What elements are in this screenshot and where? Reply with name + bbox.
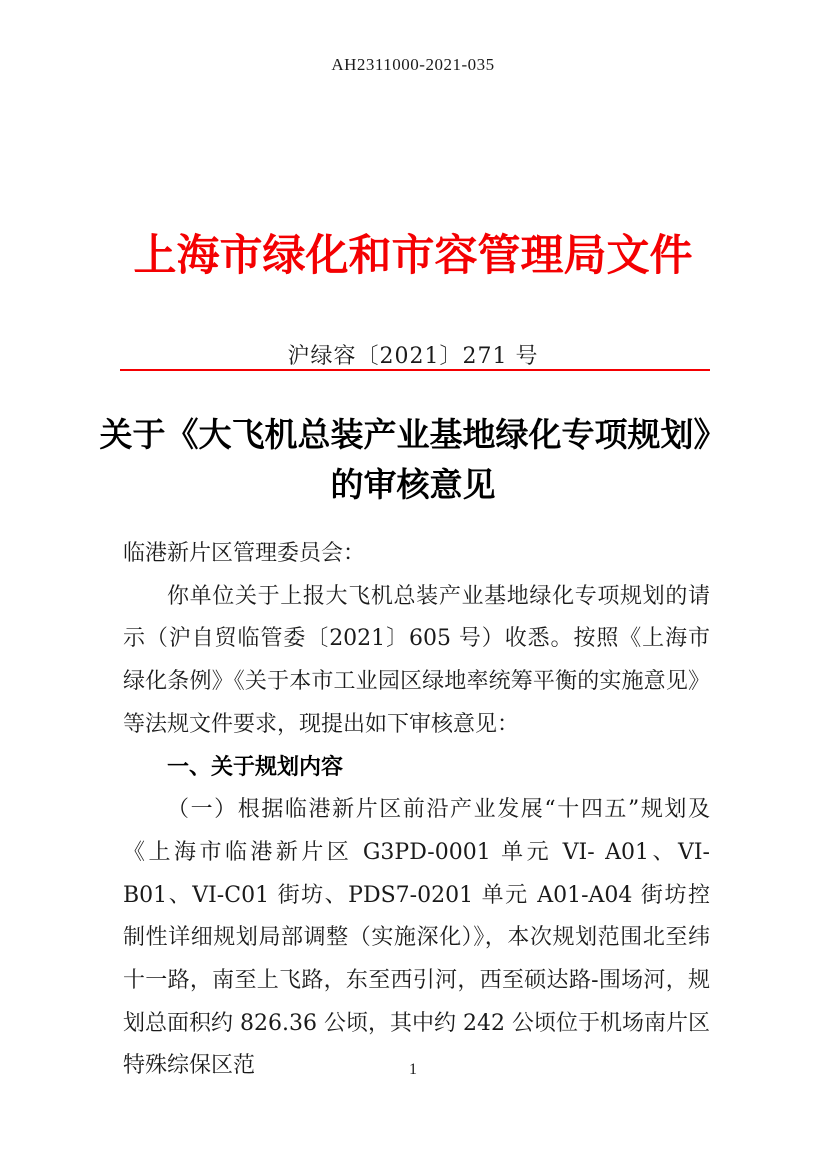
page-number: 1 (409, 1061, 417, 1078)
section-heading-1: 一、关于规划内容 (167, 754, 344, 780)
document-issue-number: 沪绿容〔2021〕271 号 (287, 344, 539, 369)
red-separator-line (120, 369, 710, 371)
document-title-line2: 的审核意见 (330, 465, 496, 504)
paragraph-intro: 你单位关于上报大飞机总装产业基地绿化专项规划的请示（沪自贸临管委〔2021〕605 号）收悉。按照《上海市绿化条例》《关于本市工业园区绿地率统筹平衡的实施意见》等法规文件要求，现提出如下审核意见： (123, 583, 710, 737)
salutation: 临港新片区管理委员会： (123, 541, 366, 566)
document-reference-number: AH2311000-2021-035 (331, 55, 495, 74)
agency-letterhead-title: 上海市绿化和市容管理局文件 (133, 231, 693, 281)
document-body (123, 533, 710, 1088)
paragraph-planning-content: （一）根据临港新片区前沿产业发展“十四五”规划及《上海市临港新片区 G3PD-0001 单元 VI- A01、VI- B01、VI-C01 街坊、PDS7-0201 单元 A01-A04 街坊控制性详细规划局部调整（实施深化）》，本次规划范围北至纬十一路，南至上飞路，东至西引河，西至硕达路-围场河，规划总面积约 826.36 公顷，其中约 242 公顷位于机场南片区特殊综保区范 (123, 797, 710, 1079)
document-title (63, 410, 763, 510)
document-title-line1: 关于《大飞机总装产业基地绿化专项规划》 (99, 415, 727, 454)
